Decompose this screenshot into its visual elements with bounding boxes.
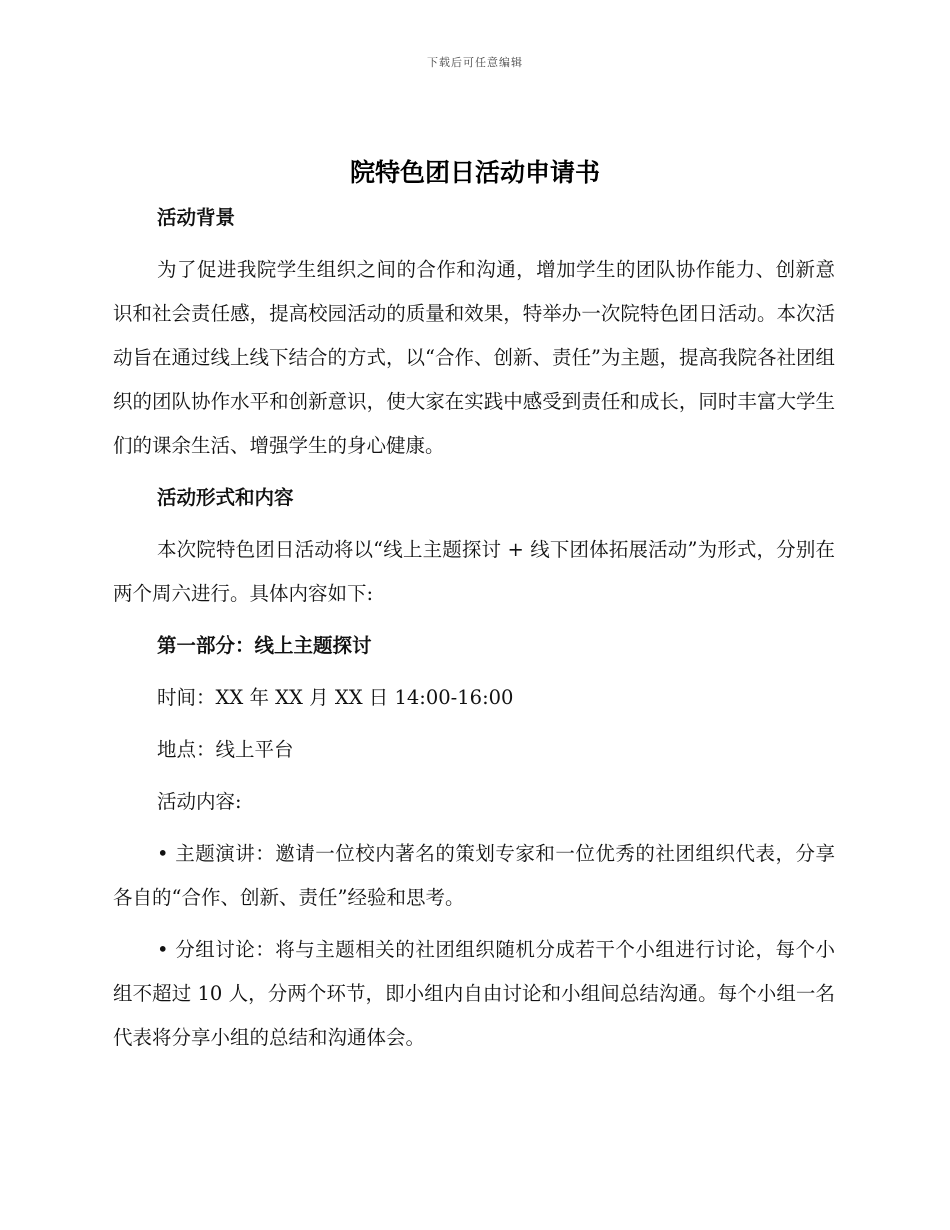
section-heading-form: 活动形式和内容 <box>157 486 294 509</box>
section-heading-part1: 第一部分：线上主题探讨 <box>157 634 372 657</box>
bullet-group-discussion: • 分组讨论：将与主题相关的社团组织随机分成若干个小组进行讨论，每个小组不超过 10 人，分两个环节，即小组内自由讨论和小组间总结沟通。每个小组一名代表将分享小组的总结和沟通体会。 <box>113 938 835 1049</box>
paragraph-form: 本次院特色团日活动将以“线上主题探讨 + 线下团体拓展活动”为形式，分别在两个周六进行。具体内容如下: <box>113 538 835 605</box>
place-line: 地点：线上平台 <box>157 738 294 761</box>
time-line: 时间：XX 年 XX 月 XX 日 14:00-16:00 <box>157 686 514 709</box>
paragraph-background: 为了促进我院学生组织之间的合作和沟通，增加学生的团队协作能力、创新意识和社会责任感，提高校园活动的质量和效果，特举办一次院特色团日活动。本次活动旨在通过线上线下结合的方式，以“合作、创新、责任”为主题，提高我院各社团组织的团队协作水平和创新意识，使大家在实践中感受到责任和成长，同时丰富大学生们的课余生活、增强学生的身心健康。 <box>113 258 835 457</box>
document-title: 院特色团日活动申请书 <box>349 158 600 187</box>
header-note: 下载后可任意编辑 <box>427 56 523 69</box>
bullet-keynote: • 主题演讲：邀请一位校内著名的策划专家和一位优秀的社团组织代表，分享各自的“合作、创新、责任”经验和思考。 <box>113 842 835 909</box>
document-body <box>113 196 835 1060</box>
section-heading-background: 活动背景 <box>157 206 236 229</box>
content-label: 活动内容: <box>157 790 242 813</box>
